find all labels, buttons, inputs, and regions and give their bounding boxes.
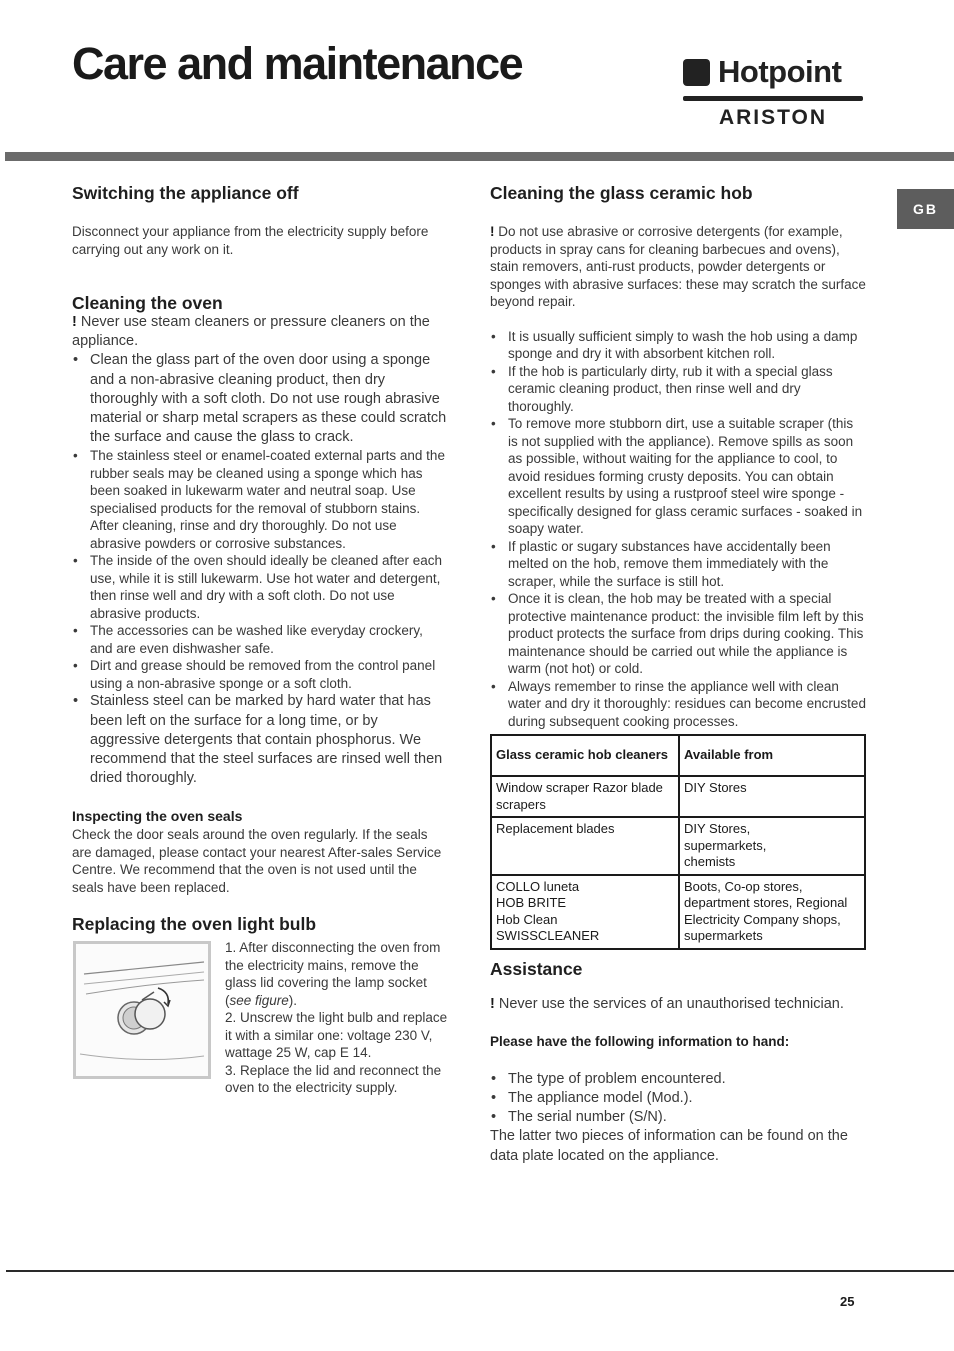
language-tab: GB [897, 189, 954, 229]
hob-heading: Cleaning the glass ceramic hob [490, 183, 753, 203]
table-header-row [491, 735, 865, 776]
bulb-steps [72, 939, 448, 1097]
hob-bullet-list [490, 328, 866, 731]
table-cell: DIY Stores [679, 776, 865, 817]
oven-warning [72, 313, 448, 351]
hob-warning-text: Do not use abrasive or corrosive detergents (for example, products in spray cans for cleaning barbecues and ovens), stain removers, anti-rust products, powder detergents or sponges with abrasive surfaces: these may scratch the surface beyond repair. [490, 224, 866, 309]
table-cell: Window scraper Razor blade scrapers [491, 776, 679, 817]
table-row [491, 776, 865, 817]
right-column [490, 181, 866, 1166]
left-column [72, 181, 448, 1097]
brand-rule [683, 96, 863, 101]
hob-warning [490, 223, 866, 311]
table-header-cell: Available from [679, 735, 865, 776]
page-number: 25 [840, 1294, 855, 1309]
list-item: • The accessories can be washed like everyday crockery, and are even dishwasher safe. [72, 622, 448, 657]
assistance-info-heading: Please have the following information to hand: [490, 1033, 790, 1049]
list-item: • If plastic or sugary substances have accidentally been melted on the hob, remove them immediately with the scraper, while the surface is still hot. [490, 538, 866, 591]
list-item: • The stainless steel or enamel-coated external parts and the rubber seals may be cleaned using a sponge which has been soaked in lukewarm water and neutral soap. Use specialised products for the removal of stubborn stains. After cleaning, rinse and dry thoroughly. Do not use abrasive powders or corrosive substances. [72, 447, 448, 552]
list-item: • Dirt and grease should be removed from the control panel using a non-abrasive sponge or a soft cloth. [72, 657, 448, 692]
table-cell: Boots, Co-op stores, department stores, Regional Electricity Company shops, supermarkets [679, 875, 865, 949]
bulb-step-3: 3. Replace the lid and reconnect the oven to the electricity supply. [225, 1062, 442, 1096]
list-item: • Clean the glass part of the oven door using a sponge and a non-abrasive cleaning product, then dry thoroughly with a soft cloth. Do not use rough abrasive material or sharp metal scrapers as these could scratch the surface and cause the glass to crack. [72, 351, 448, 447]
hotpoint-ariston-logo [682, 56, 866, 132]
list-item: • The type of problem encountered. [490, 1070, 866, 1089]
table-header-cell: Glass ceramic hob cleaners [491, 735, 679, 776]
header-divider [5, 152, 954, 161]
list-item: • Stainless steel can be marked by hard water that has been left on the surface for a long time, or by aggressive detergents that contain phosphorus. We recommend that the steel surfaces are rinsed well then dried thoroughly. [72, 692, 448, 788]
switch-off-text: Disconnect your appliance from the electricity supply before carrying out any work on it. [72, 224, 429, 257]
list-item: • Always remember to rinse the appliance well with clean water and dry it thoroughly: residues can become encrusted during subsequent cooking processes. [490, 678, 866, 731]
assistance-heading: Assistance [490, 958, 583, 979]
list-item: • To remove more stubborn dirt, use a suitable scraper (this is not supplied with the appliance). Remove spills as soon as possible, without waiting for the appliance to cool, to avoid residues forming crusty deposits. You can obtain excellent results by using a rustproof steel wire sponge - specifically designed for glass ceramic surfaces - soaked in soapy water. [490, 415, 866, 538]
bulb-heading: Replacing the oven light bulb [72, 914, 317, 935]
oven-bullet-list [72, 351, 448, 788]
footer-divider [6, 1270, 954, 1272]
warning-mark-icon: ! [490, 995, 495, 1012]
list-item: • If the hob is particularly dirty, rub it with a special glass ceramic cleaning product, then rinse well and dry thoroughly. [490, 363, 866, 416]
brand-name: Hotpoint [718, 54, 842, 89]
page-title: Care and maintenance [72, 38, 523, 89]
bulb-step-1: 1. After disconnecting the oven from the electricity mains, remove the glass lid covering the lamp socket (see figure). [225, 940, 441, 1008]
hob-cleaners-table [490, 734, 866, 950]
brand-subname: ARISTON [718, 106, 828, 129]
oven-lamp-figure [73, 941, 211, 1079]
assistance-warning-text: Never use the services of an unauthorised technician. [498, 995, 844, 1012]
assistance-warning [490, 995, 866, 1014]
table-cell: DIY Stores, supermarkets, chemists [679, 817, 865, 875]
brand-square-icon [683, 59, 710, 86]
list-item: • The serial number (S/N). [490, 1108, 866, 1127]
table-cell: COLLO luneta HOB BRITE Hob Clean SWISSCLEANER [491, 875, 679, 949]
lamp-socket-illustration [76, 944, 208, 1076]
table-row [491, 875, 865, 949]
bulb-step-2: 2. Unscrew the light bulb and replace it with a similar one: voltage 230 V, wattage 25 W, cap E 14. [225, 1010, 448, 1061]
oven-warning-text: Never use steam cleaners or pressure cleaners on the appliance. [72, 314, 430, 350]
warning-mark-icon: ! [72, 314, 77, 330]
assistance-footer-text: The latter two pieces of information can be found on the data plate located on the appliance. [490, 1128, 848, 1164]
cleaning-oven-heading: Cleaning the oven [72, 293, 223, 313]
seals-heading: Inspecting the oven seals [72, 808, 243, 825]
table-row [491, 817, 865, 875]
list-item: • Once it is clean, the hob may be treated with a special protective maintenance product: the invisible film left by this product protects the surface from drips during cooking. This maintenance should be carried out while the appliance is warm (not hot) or cold. [490, 590, 866, 678]
list-item: • It is usually sufficient simply to wash the hob using a damp sponge and dry it with absorbent kitchen roll. [490, 328, 866, 363]
assistance-bullet-list [490, 1070, 866, 1128]
warning-mark-icon: ! [490, 224, 495, 239]
list-item: • The inside of the oven should ideally be cleaned after each use, while it is still lukewarm. Use hot water and detergent, then rinse well and dry with a soft cloth. Do not use abrasive products. [72, 552, 448, 622]
table-cell: Replacement blades [491, 817, 679, 875]
list-item: • The appliance model (Mod.). [490, 1089, 866, 1108]
seals-text: Check the door seals around the oven regularly. If the seals are damaged, please contact your nearest After-sales Service Centre. We recommend that the oven is not used until the seals have been replaced. [72, 827, 442, 895]
switch-off-heading: Switching the appliance off [72, 183, 299, 203]
